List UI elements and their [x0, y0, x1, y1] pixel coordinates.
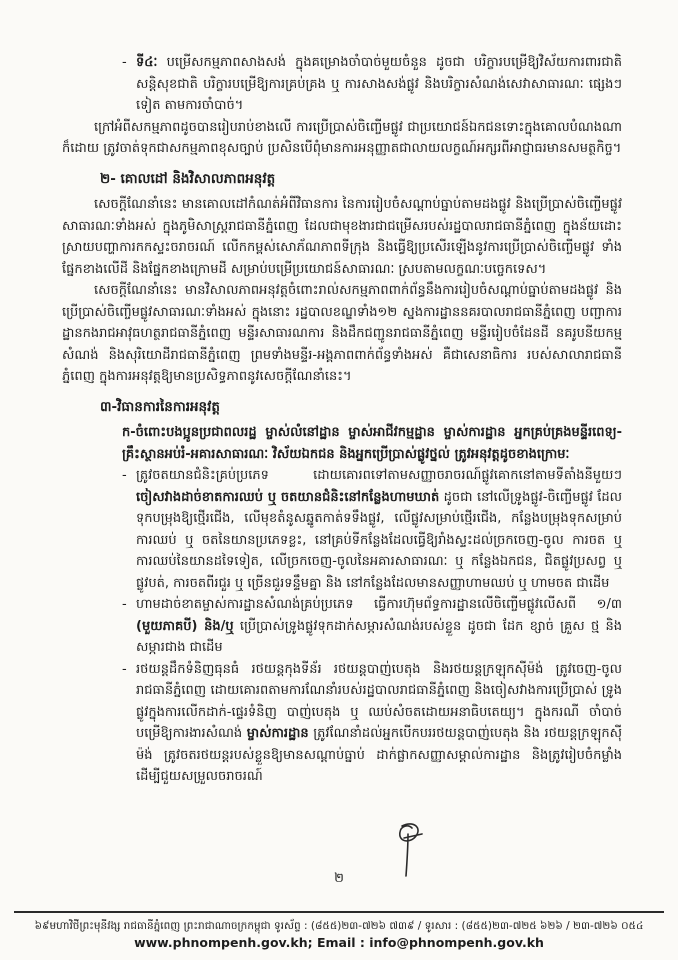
list-item — [122, 594, 622, 659]
bullet-2-seg2: ប្រើប្រាស់ទ្រូងផ្លូវទុកដាក់សម្ភារសំណង់របស់ខ្លួន ដូចជា ដែក ខ្សាច់ គ្រួស ថ្ម និង សម្ភារជាង ជាដើម — [136, 618, 622, 655]
t4-label: ទី៤ៈ — [136, 55, 158, 70]
paragraph-illegal-use: ក្រៅអំពីសកម្មភាពដូចបានរៀបរាប់ខាងលើ ការប្រើប្រាស់ចិញ្ចើមផ្លូវ ជាប្រយោជន៍ឯកជនទោះក្នុងគោលបំណងណាក៏ដោយ ត្រូវចាត់ទុកជាសកម្មភាពខុសច្បាប់ ប្រសិនបើពុំមានការអនុញ្ញាតជាលាយលក្ខណ៍អក្សរពីអាជ្ញាធរមានសមត្ថកិច្ច។ — [62, 119, 622, 156]
bullet-dash: - — [122, 468, 127, 483]
bullet-1-bold: ចៀសវាងដាច់ខាតការឈប់ ឬ ចតយានជំនិះនៅកន្លែងហាមឃាត់ — [136, 489, 440, 505]
section-3-heading: ៣-វិធានការនៃការអនុវត្ត — [100, 398, 220, 415]
section-2-paragraph-2: សេចក្តីណែនាំនេះ មានវិសាលភាពអនុវត្តចំពោះរាល់សកម្មភាពពាក់ព័ន្ធនឹងការរៀបចំសណ្តាប់ធ្នាប់តាមដងផ្លូវ និងប្រើប្រាស់ចិញ្ចើមផ្លូវសាធារណៈទាំងអស់ ក្នុងនោះ រដ្ឋបាលខណ្ឌទាំង១២ ស្នងការដ្ឋាននគរបាលរាជធានីភ្នំពេញ បញ្ជាការដ្ឋានកងរាជអាវុធហត្ថរាជធានីភ្នំពេញ មន្ទីរសាធារណការ និងដឹកជញ្ជូនរាជធានីភ្នំពេញ មន្ទីររៀបចំដែនដី នគរូបនីយកម្ម សំណង់ និងសុរិយោដីរាជធានីភ្នំពេញ ព្រមទាំងមន្ទីរ-អង្គភាពពាក់ព័ន្ធទាំងអស់ គឺជាសេនាធិការ របស់សាលារាជធានីភ្នំពេញ ក្នុងការអនុវត្តឱ្យមានប្រសិទ្ធភាពនូវសេចក្តីណែនាំនេះ។ — [62, 283, 622, 384]
bullet-1-seg2: ដូចជា នៅលើទ្រូងផ្លូវ-ចិញ្ចើមផ្លូវ ដែលទុកបម្រុងឱ្យថ្មើរជើង, លើមុខតំនូសឆ្នូតកាត់ទទឹងផ្លូវ, លើផ្លូវសម្រាប់ថ្មើរជើង, កន្លែងបម្រុងទុកសម្រាប់ការឈប់ ឬ ចតនៃយានប្រភេទខ្លះ, នៅគ្រប់ទីកន្លែងដែលធ្វើឱ្យរាំងស្ទះដល់ច្រកចេញ-ចូល ការចត ឬ ការឈប់នៃយានដទៃទៀត, លើច្រកចេញ-ចូលនៃអគារសាធារណៈ ឬ កន្លែងឯកជន, ជិតផ្លូវប្រសព្វ ឬ ផ្លូវបត់, ការចតពីរជួរ ឬ ច្រើនជួរទន្ទឹមគ្នា និង នៅកន្លែងដែលមានសញ្ញាហាមឈប់ ឬ ហាមចត ជាដើម — [136, 489, 622, 591]
bullet-3-seg1: រថយន្តដឹកទំនិញធុនធំ រថយន្តកុងទីន័រ រថយន្តបាញ់បេតុង និងរថយន្តក្រឡុកស៊ីម៉ង់ ត្រូវចេញ-ចូល រាជធានីភ្នំពេញ ដោយគោរពតាមការណែនាំរបស់រដ្ឋបាលរាជធានីភ្នំពេញ និងចៀសវាងការប្រើប្រាស់ ទ្រូងផ្លូវក្នុងការលើកដាក់-ផ្ទេរទំនិញ បាញ់បេតុង ឬ ឈប់សំចតដោយអនាធិបតេយ្យ។ ក្នុងករណី ចាំបាច់បម្រើឱ្យការងារសំណង់ — [136, 661, 622, 741]
bullet-3-seg2: ត្រូវណែនាំដល់អ្នកបើកបររថយន្តបាញ់បេតុង និង រថយន្តក្រឡុកស៊ីម៉ង់ ត្រូវចតរថយន្តរបស់ខ្លួនឱ្យមានសណ្តាប់ធ្នាប់ ដាក់ផ្លាកសញ្ញាសម្គាល់ការដ្ឋាន និងត្រូវរៀបចំកម្លាំងដើម្បីជួយសម្រួលចរាចរណ៍ — [136, 726, 622, 784]
bullet-dash: - — [122, 597, 127, 612]
section-3-bullet-list — [122, 465, 622, 788]
bullet-3-bold: ម្ចាស់ការដ្ឋាន — [246, 726, 309, 741]
list-item-t4 — [122, 52, 622, 117]
footer-address-phone: ៦៩មហាវិថីព្រះមុនីវង្ស រាជធានីភ្នំពេញ ព្រះរាជាណាចក្រកម្ពុជា ទូរស័ព្ទ : (៨៥៥)២៣-៧២៦ ៧៣៩ / ទូរសារ : (៨៥៥)២៣-៧២៥ ៦២៦ / ២៣-៧២៦ ០៥៤ — [34, 920, 644, 932]
list-item-text — [136, 659, 622, 788]
list-item-text — [136, 465, 622, 594]
document-body — [62, 52, 622, 788]
section-2-heading: ២- គោលដៅ និងវិសាលភាពអនុវត្ត — [100, 170, 276, 187]
footer-website-email: www.phnompenh.gov.kh; Email : info@phnompenh.gov.kh — [134, 935, 544, 950]
bullet-dash: - — [122, 55, 127, 70]
footer-divider — [14, 911, 664, 913]
bullet-dash: - — [122, 661, 127, 677]
bullet-2-bold: (មួយភាគបី) និង/ឬ — [136, 618, 234, 634]
t4-text: បម្រើសកម្មភាពសាងសង់ ក្នុងគម្រោងចាំបាច់មួយចំនួន ដូចជា បរិក្ខារបម្រើឱ្យវិស័យការពារជាតិ សន្តិសុខជាតិ បរិក្ខារបម្រើឱ្យការគ្រប់គ្រង ឬ ការសាងសង់ផ្លូវ និងបរិក្ខារសំណង់សេវាសាធារណៈ ផ្សេងៗទៀត តាមការចាំបាច់។ — [136, 55, 622, 113]
bullet-1-seg1: ត្រូវចតយានជំនិះគ្រប់ប្រភេទ ដោយគោរពទៅតាមសញ្ញាចរាចរណ៍ផ្លូវគោកនៅតាមទីតាំងនីមួយៗ — [136, 468, 622, 483]
list-item — [122, 659, 622, 788]
section-3-subheading-ka: ក-ចំពោះបងប្អូនប្រជាពលរដ្ឋ ម្ចាស់លំនៅដ្ឋាន ម្ចាស់អាជីវកម្មដ្ឋាន ម្ចាស់ការដ្ឋាន អ្នកគ្រប់គ្រងមន្ទីរពេទ្យ-គ្រឹះស្ថានអប់រំ-អគារសាធារណៈ វិស័យឯកជន និងអ្នកប្រើប្រាស់ផ្លូវថ្នល់ ត្រូវអនុវត្តដូចខាងក្រោមៈ — [122, 425, 622, 462]
list-item-text — [136, 594, 622, 659]
bullet-2-seg1: ហាមដាច់ខាតម្ចាស់ការដ្ឋានសំណង់គ្រប់ប្រភេទ ធ្វើការហ៊ុមព័ទ្ធការដ្ឋានលើចិញ្ចើមផ្លូវលើសពី ១/៣ — [136, 597, 622, 612]
list-item-text — [136, 52, 622, 117]
section-2-paragraph-1: សេចក្តីណែនាំនេះ មានគោលដៅកំណត់អំពីវិធានការ នៃការរៀបចំសណ្តាប់ធ្នាប់តាមដងផ្លូវ និងប្រើប្រាស់ចិញ្ចើមផ្លូវសាធារណៈទាំងអស់ ក្នុងភូមិសាស្ត្ររាជធានីភ្នំពេញ ដែលជាមុខងារជាជម្រើសរបស់រដ្ឋបាលរាជធានីភ្នំពេញ ក្នុងន័យដោះស្រាយបញ្ហាការកកស្ទះចរាចរណ៍ លើកកម្ពស់សោភ័ណភាពទីក្រុង និងធ្វើឱ្យប្រសើរឡើងនូវការប្រើប្រាស់ចិញ្ចើមផ្លូវ ទាំងផ្នែកខាងលើដី និងផ្នែកខាងក្រោមដី សម្រាប់បម្រើប្រយោជន៍សាធារណៈ ស្របតាមលក្ខណៈបច្ចេកទេស។ — [62, 197, 622, 277]
page-number: ២ — [334, 871, 344, 886]
letterhead-footer — [0, 911, 678, 952]
list-item — [122, 465, 622, 594]
